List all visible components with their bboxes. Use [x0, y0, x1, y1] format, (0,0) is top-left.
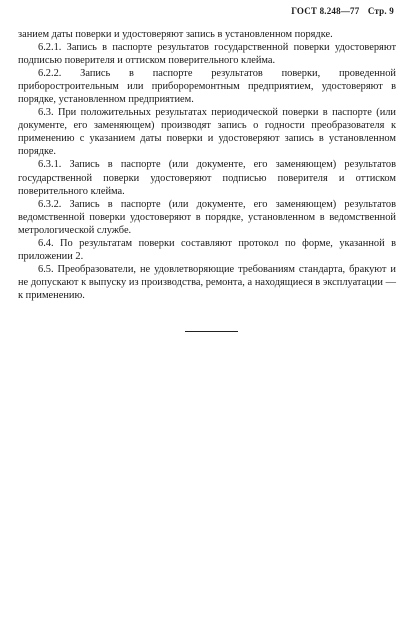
paragraph-6-3: 6.3. При положительных результатах периодической поверки в паспорте (или документе, его заменяющем) производят запись о годности преобразователя к применению с указанием даты поверки и удостоверяют запись в установленном порядке.: [18, 107, 396, 158]
paragraph-6-5: 6.5. Преобразователи, не удовлетворяющие требованиям стандарта, бракуют и не допускают к выпуску из производства, ремонта, а находящиеся в эксплуатации — к применению.: [18, 263, 396, 301]
paragraph-6-4: 6.4. По результатам поверки составляют протокол по форме, указанной в приложении 2.: [18, 237, 396, 262]
paragraph-6-3-2: 6.3.2. Запись в паспорте (или документе, его заменяющем) результатов ведомственной поверки удостоверяют в порядке, установленном в ведомственной метрологической службе.: [18, 198, 396, 236]
paragraph-6-3-1: 6.3.1. Запись в паспорте (или документе, его заменяющем) результатов государственной поверки удостоверяют подписью поверителя и оттиском поверительного клейма.: [18, 159, 396, 197]
document-body: [18, 28, 396, 302]
standard-number: ГОСТ 8.248—77: [291, 6, 360, 16]
page-header: [285, 6, 394, 16]
paragraph-6-2-2: 6.2.2. Запись в паспорте результатов поверки, проведенной приборостроительным или прибороремонтным предприятием, удостоверяют в порядке, установленном предприятием.: [18, 68, 396, 106]
paragraph-6-2-1: 6.2.1. Запись в паспорте результатов государственной поверки удостоверяют подписью поверителя и оттиском поверительного клейма.: [18, 42, 396, 67]
end-divider: [185, 331, 238, 332]
page-number: Стр. 9: [367, 6, 394, 16]
paragraph-continuation: занием даты поверки и удостоверяют запись в установленном порядке.: [18, 29, 333, 40]
